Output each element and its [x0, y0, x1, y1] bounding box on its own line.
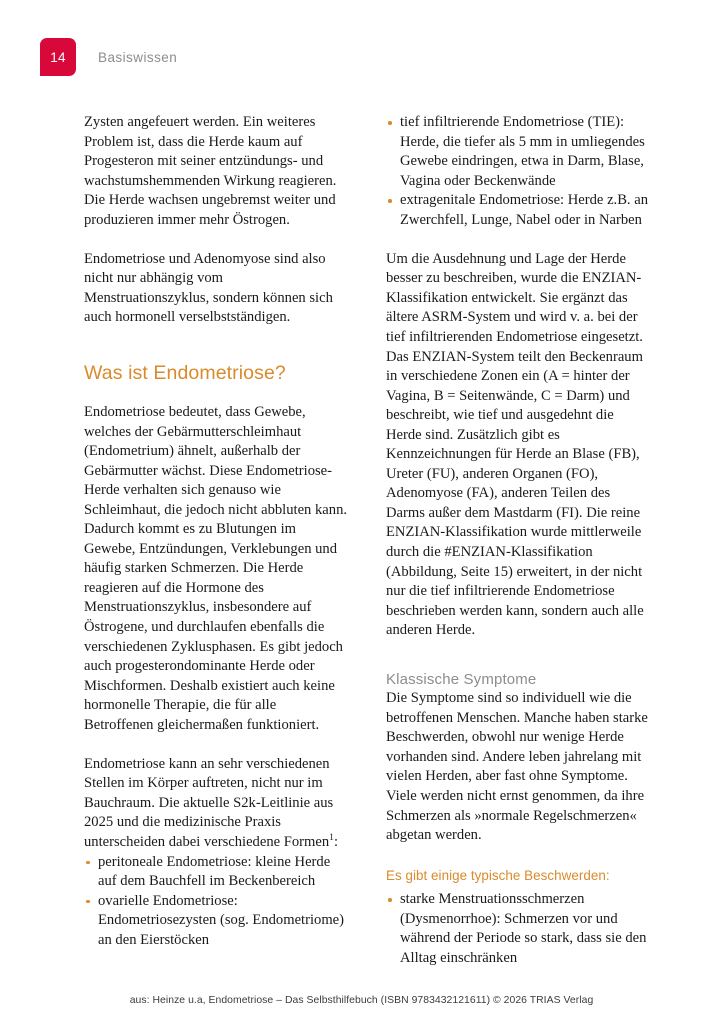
left-column	[84, 113, 348, 968]
list-item: starke Menstruationsschmerzen (Dysmenorrhoe): Schmerzen vor und während der Periode so stark, dass sie den Alltag einschränken	[386, 890, 650, 968]
paragraph-formen-colon: :	[333, 833, 339, 850]
paragraph-formen-text: Endometriose kann an sehr verschiedenen Stellen im Körper auftreten, nicht nur im Bauchraum. Die aktuelle S2k-Leitlinie aus 2025 und die medizinische Praxis unterscheiden dabei verschiedene Formen	[84, 755, 334, 850]
leadin-typische-beschwerden: Es gibt einige typische Beschwerden:	[386, 867, 610, 883]
page-number-badge: 14	[40, 38, 76, 76]
list-endometriose-formen-right	[386, 113, 650, 230]
list-item: extragenitale Endometriose: Herde z.B. an Zwerchfell, Lunge, Nabel oder in Narben	[386, 191, 650, 230]
list-endometriose-formen-left	[84, 853, 348, 951]
header-section-title: Basiswissen	[98, 49, 178, 65]
leadin-spacer-before	[386, 846, 650, 866]
section-heading-was-ist-endometriose: Was ist Endometriose?	[84, 361, 286, 384]
heading-spacer-after	[84, 385, 348, 403]
list-item: peritoneale Endometriose: kleine Herde auf dem Bauchfell im Beckenbereich	[84, 853, 348, 892]
paragraph-enzian: Um die Ausdehnung und Lage der Herde besser zu beschreiben, wurde die ENZIAN-Klassifikation entwickelt. Sie ergänzt das ältere ASRM-System und wird v. a. bei der tief infiltrierenden Endometriose eingesetzt. Das ENZIAN-System teilt den Beckenraum in verschiedene Zonen ein (A = hinter der Vagina, B = Seitenwände, C = Darm) und beschreibt, wie tief und ausgedehnt die Herde sind. Zusätzlich gibt es Kennzeichnungen für Herde an Blase (FB), Ureter (FU), anderen Organen (FO), Adenomyose (FA), anderen Teilen des Darms außer dem Mastdarm (FI). Die reine ENZIAN-Klassifikation wurde mittlerweile durch die #ENZIAN-Klassifikation (Abbildung, Seite 15) erweitert, in der nicht nur die tief infiltrierende Endometriose beschrieben werden kann, sondern auch alle anderen Herde.	[386, 250, 644, 639]
paragraph-symptome: Die Symptome sind so individuell wie die betroffenen Menschen. Manche haben starke Beschwerden, obwohl nur wenige Herde vorhanden sind. Andere leben jahrelang mit vielen Herden, aber fast ohne Symptome. Viele werden nicht ernst genommen, da ihre Schmerzen als »normale Regelschmerzen« abgetan werden.	[386, 690, 648, 844]
footer-credit: aus: Heinze u.a, Endometriose – Das Selbsthilfebuch (ISBN 9783432121611) © 2026 TRIAS Verlag	[129, 995, 594, 1006]
paragraph-adenomyose: Endometriose und Adenomyose sind also nicht nur abhängig vom Menstruationszyklus, sondern können sich auch hormonell verselbstständigen.	[84, 250, 333, 326]
subheading-spacer-before	[386, 641, 650, 670]
footnote-marker: 1	[329, 832, 334, 844]
subheading-klassische-symptome: Klassische Symptome	[386, 670, 537, 688]
paragraph-endometriose-bedeutet: Endometriose bedeutet, dass Gewebe, welches der Gebärmutterschleimhaut (Endometrium) ähnelt, außerhalb der Gebärmutter wächst. Diese Endometriose-Herde verhalten sich genauso wie Schleimhaut, die jedoch nicht abbluten kann. Dadurch kommt es zu Blutungen im Gewebe, Entzündungen, Verklebungen und häufig starken Schmerzen. Die Herde reagieren auf die Hormone des Menstruationszyklus, insbesondere auf Östrogene, und durchlaufen ebenfalls die verschiedenen Zyklusphasen. Es gibt jedoch auch progesterondominante Herde oder Mischformen. Deshalb existiert auch keine hormonelle Therapie, die für alle Betroffenen gleichermaßen funktioniert.	[84, 403, 348, 733]
paragraph-spacer	[386, 230, 650, 250]
list-item: ovarielle Endometriose: Endometriosezysten (sog. Endometriome) an den Eierstöcken	[84, 892, 348, 951]
heading-spacer-before	[84, 328, 348, 361]
right-column	[386, 113, 650, 968]
paragraph-zysten: Zysten angefeuert werden. Ein weiteres Problem ist, dass die Herde kaum auf Progesteron mit seiner entzündungs- und wachstumshemmenden Wirkung reagieren. Die Herde wachsen ungebremst weiter und produzieren immer mehr Östrogen.	[84, 114, 337, 228]
list-item: tief infiltrierende Endometriose (TIE): Herde, die tiefer als 5 mm in umliegendes Gewebe eindringen, etwa in Darm, Blase, Vagina oder Beckenwände	[386, 113, 650, 191]
two-column-body	[84, 113, 650, 968]
paragraph-formen-intro	[84, 755, 348, 853]
list-typische-beschwerden	[386, 890, 650, 968]
running-header	[40, 38, 177, 76]
